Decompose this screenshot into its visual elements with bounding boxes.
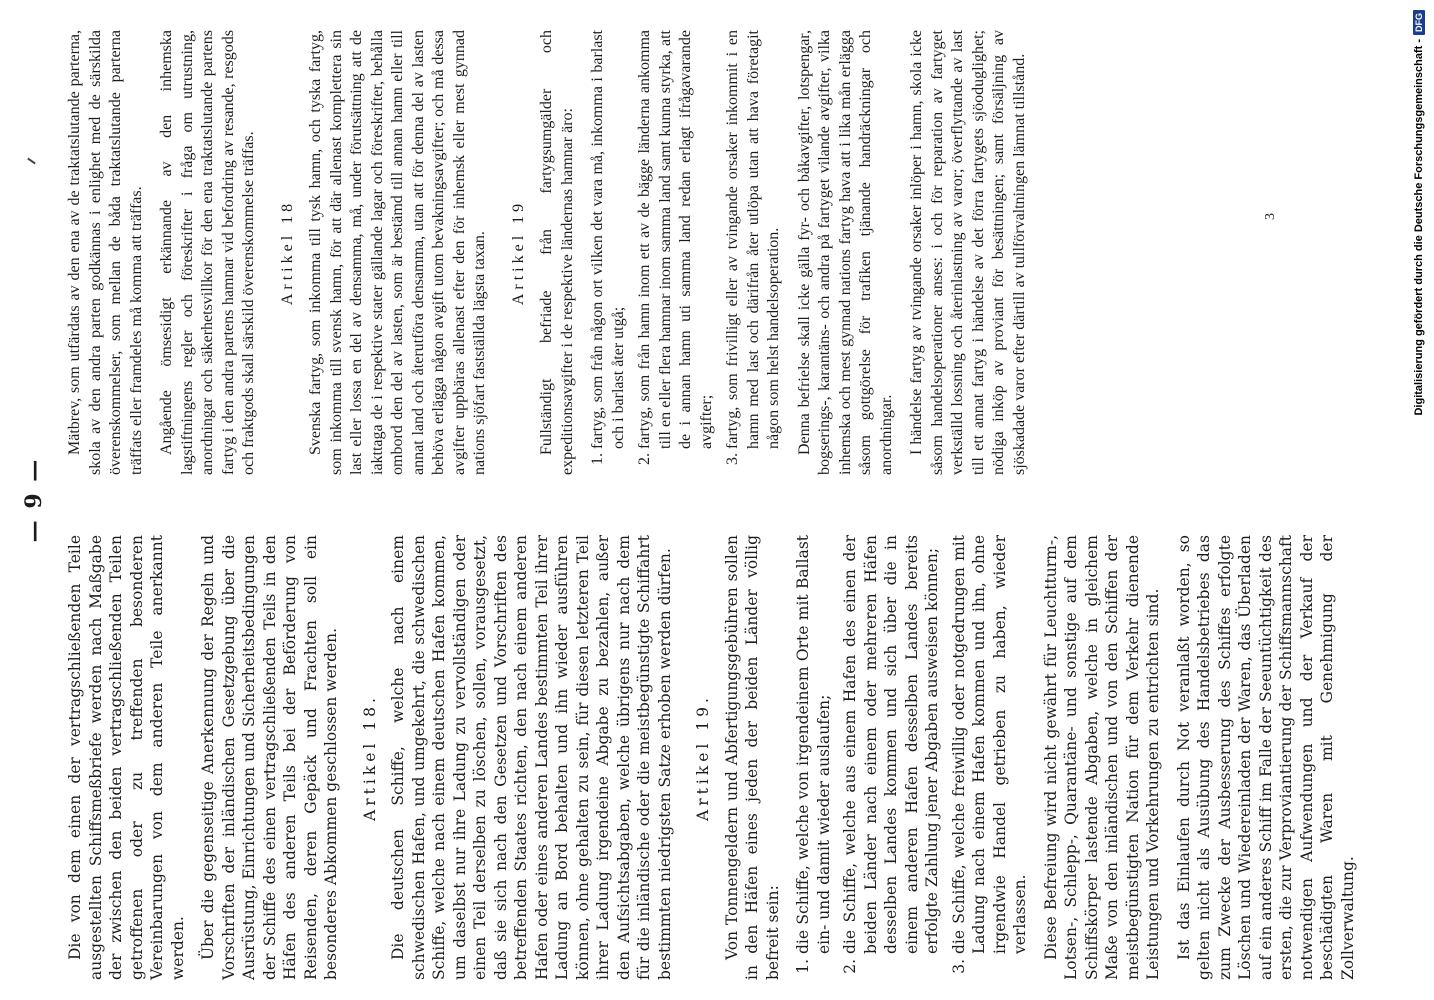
german-paragraph: Diese Befreiung wird nicht gewährt für Leuchtturm-, Lotsen-, Schlepp-, Quarantäne- und sonstige auf dem Schiffskörper lastende Abgaben, welche in gleichem Maße von den inländischen und von den Schiffen der meistbegünstigten Nation für dem Verkehr dienende Leistungen und Vorkehrungen zu entrichten sind.	[1041, 535, 1162, 980]
german-article-19-list	[793, 535, 1031, 980]
swedish-paragraph: Denna befrielse skall icke gälla fyr- och båkavgifter, lotspengar, bogserings-, karantäns- och andra på fartyget vilande avgifter, vilka inhemska och mest gynnad nations fartyg hava att i lika mån erlägga såsom gottgörelse för trafiken tjänande handräckningar och anordningar.	[795, 30, 895, 475]
swedish-column	[65, 30, 1040, 475]
swedish-paragraph: Angående ömsesidigt erkännande av den inhemska lagstiftningens regler och föreskrifter i fråga om utrustning, anordningar och säkerhetsvillkor för den ena traktatslutande partens fartyg i den andra partens hamnar vid befordring av resande, resgods och fraktgods skall särskild överenskommelse träffas.	[158, 30, 257, 475]
german-article-19-heading: Artikel 19.	[694, 694, 712, 821]
german-article-18-heading: Artikel 18.	[360, 694, 379, 821]
swedish-list-item: 2. fartyg, som från hamn inom ett av de bägge länderna ankomma till en eller flera hamnar inom samma land samt kunna styrka, att de i annan hamn uti samma land redan erlagt ifrågavarande avgifter;	[635, 30, 717, 449]
page-number: — 9 —	[21, 457, 47, 543]
german-list-item: 2. die Schiffe, welche aus einem Hafen des einen der beiden Länder nach einem oder mehreren Häfen desselben Landes kommen und sich über die in einem anderen Hafen desselben Landes bereits erfolgte Zahlung jener Abgaben ausweisen können;	[840, 535, 943, 954]
swedish-article-18-heading: Artikel 18	[278, 199, 296, 306]
sheet-number: 3	[1263, 213, 1278, 220]
german-paragraph: Ist das Einlaufen durch Not veranlaßt worden, so gelten nicht als Ausübung des Handelsbetriebes das zum Zwecke der Ausbesserung des Schiffes erfolgte Löschen und Wiedereinladen der Waren, das Überladen auf ein anderes Schiff im Falle der Seeuntüchtigkeit des ersten, die zur Verproviantierung der Schiffsmannschaft notwendigen Aufwendungen und der Verkauf der beschädigten Waren mit Genehmigung der Zollverwaltung.	[1174, 535, 1357, 980]
swedish-article-19-list	[588, 30, 785, 475]
swedish-list-item: 3. fartyg, som frivilligt eller av tvingande orsaker inkommit i en hamn med last och därifrån åter utlöpa utan att hava företagit någon som helst handelsoperation.	[723, 30, 785, 449]
german-article-18-text: Die deutschen Schiffe, welche nach einem schwedischen Hafen, und umgekehrt, die schwedischen Schiffe, welche nach einem deutschen Hafen kommen, um daselbst nur ihre Ladung zu vervollständigen oder einen Teil derselben zu löschen, sollen, vorausgesetzt, daß sie sich nach den Gesetzen und Vorschriften des betreffenden Staates richten, den nach einem anderen Hafen oder eines anderen Landes bestimmten Teil ihrer Ladung an Bord behalten und ihn wieder ausführen können, ohne gehalten zu sein, für diesen letzteren Teil ihrer Ladung irgendeine Abgabe zu bezahlen, außer den Aufsichtsabgaben, welche übrigens nur nach dem für die inländische oder die meistbegünstigte Schiffahrt bestimmten niedrigsten Satze erhoben werden dürfen.	[389, 535, 674, 980]
dfg-logo: DFG	[1413, 10, 1425, 35]
swedish-paragraph: Mätbrev, som utfärdats av den ena av de traktatslutande parterna, skola av den andra parten godkännas i enlighet med de särskilda överenskommelser, som mellan de båda traktatslutande parterna träffats eller framdeles må komma att träffas.	[66, 30, 145, 475]
swedish-paragraph: I händelse fartyg av tvingande orsaker inlöper i hamn, skola icke såsom handelsoperationer anses: i och för reparation av fartyget verkställd lossning och återinlastning av varor; överflyttande av last till ett annat fartyg i händelse av det förra fartygets sjöoduglighet; nödiga inköp av proviant för besättningen; samt försäljning av sjöskadade varor efter därtill av tullförvaltningen lämnat tillstånd.	[908, 30, 1028, 475]
swedish-article-18-text: Svenska fartyg, som inkomma till tysk hamn, och tyska fartyg, som inkomma till svensk hamn, för att där allenast komplettera sin last eller lossa en del av densamma, må, under förutsättning att de iakttaga de i respektive stater gällande lagar och föreskrifter, behålla ombord den del av lasten, som är bestämd till annan hamn eller till annat land och återutföra densamma, utan att för denna del av lasten behöva erlägga någon avgift utom bevakningsavgifter; och må dessa avgifter uppbäras allenast efter den för inhemsk eller mest gynnad nations sjöfart fastställda lägsta taxan.	[307, 30, 488, 475]
swedish-article-19-heading: Artikel 19	[509, 199, 527, 306]
german-paragraph: Über die gegenseitige Anerkennung der Regeln und Vorschriften der inländischen Gesetzgebung über die Ausrüstung, Einrichtungen und Sicherheitsbedingungen der Schiffe des einen vertragschließenden Teils in den Häfen des anderen Teils bei der Beförderung von Reisenden, deren Gepäck und Frachten soll ein besonderes Abkommen geschlossen werden.	[199, 535, 340, 980]
credit-text: Digitalisierung gefördert durch die Deutsche Forschungsgemeinschaft -	[1413, 39, 1425, 416]
german-list-item: 3. die Schiffe, welche freiwillig oder notgedrungen mit Ladung nach einem Hafen kommen und ihn, ohne irgendwie Handel getrieben zu haben, wieder verlassen.	[949, 535, 1031, 954]
swedish-list-item: 1. fartyg, som från någon ort vilken det vara må, inkomma i barlast och i barlast åter utgå;	[588, 30, 629, 449]
scanned-page	[15, 0, 1357, 1000]
german-article-19-intro: Von Tonnengeldern und Abfertigungsgebühren sollen in den Häfen eines jeden der beiden Länder völlig befreit sein:	[722, 535, 782, 980]
swedish-article-19-intro: Fullständigt befriade från fartygsumgälder och expeditionsavgifter i de respektive ländernas hamnar äro:	[538, 30, 576, 475]
german-column	[65, 535, 1368, 980]
digitization-credit	[1410, 10, 1428, 990]
german-list-item: 1. die Schiffe, welche von irgendeinem Orte mit Ballast ein- und damit wieder auslaufen;	[793, 535, 834, 954]
german-paragraph: Die von dem einen der vertragschließenden Teile ausgestellten Schiffsmeßbriefe werden nach Maßgabe der zwischen den beiden vertragschließenden Teilen getroffenen oder zu treffenden besonderen Vereinbarungen von dem anderen Teile anerkannt werden.	[66, 535, 187, 980]
